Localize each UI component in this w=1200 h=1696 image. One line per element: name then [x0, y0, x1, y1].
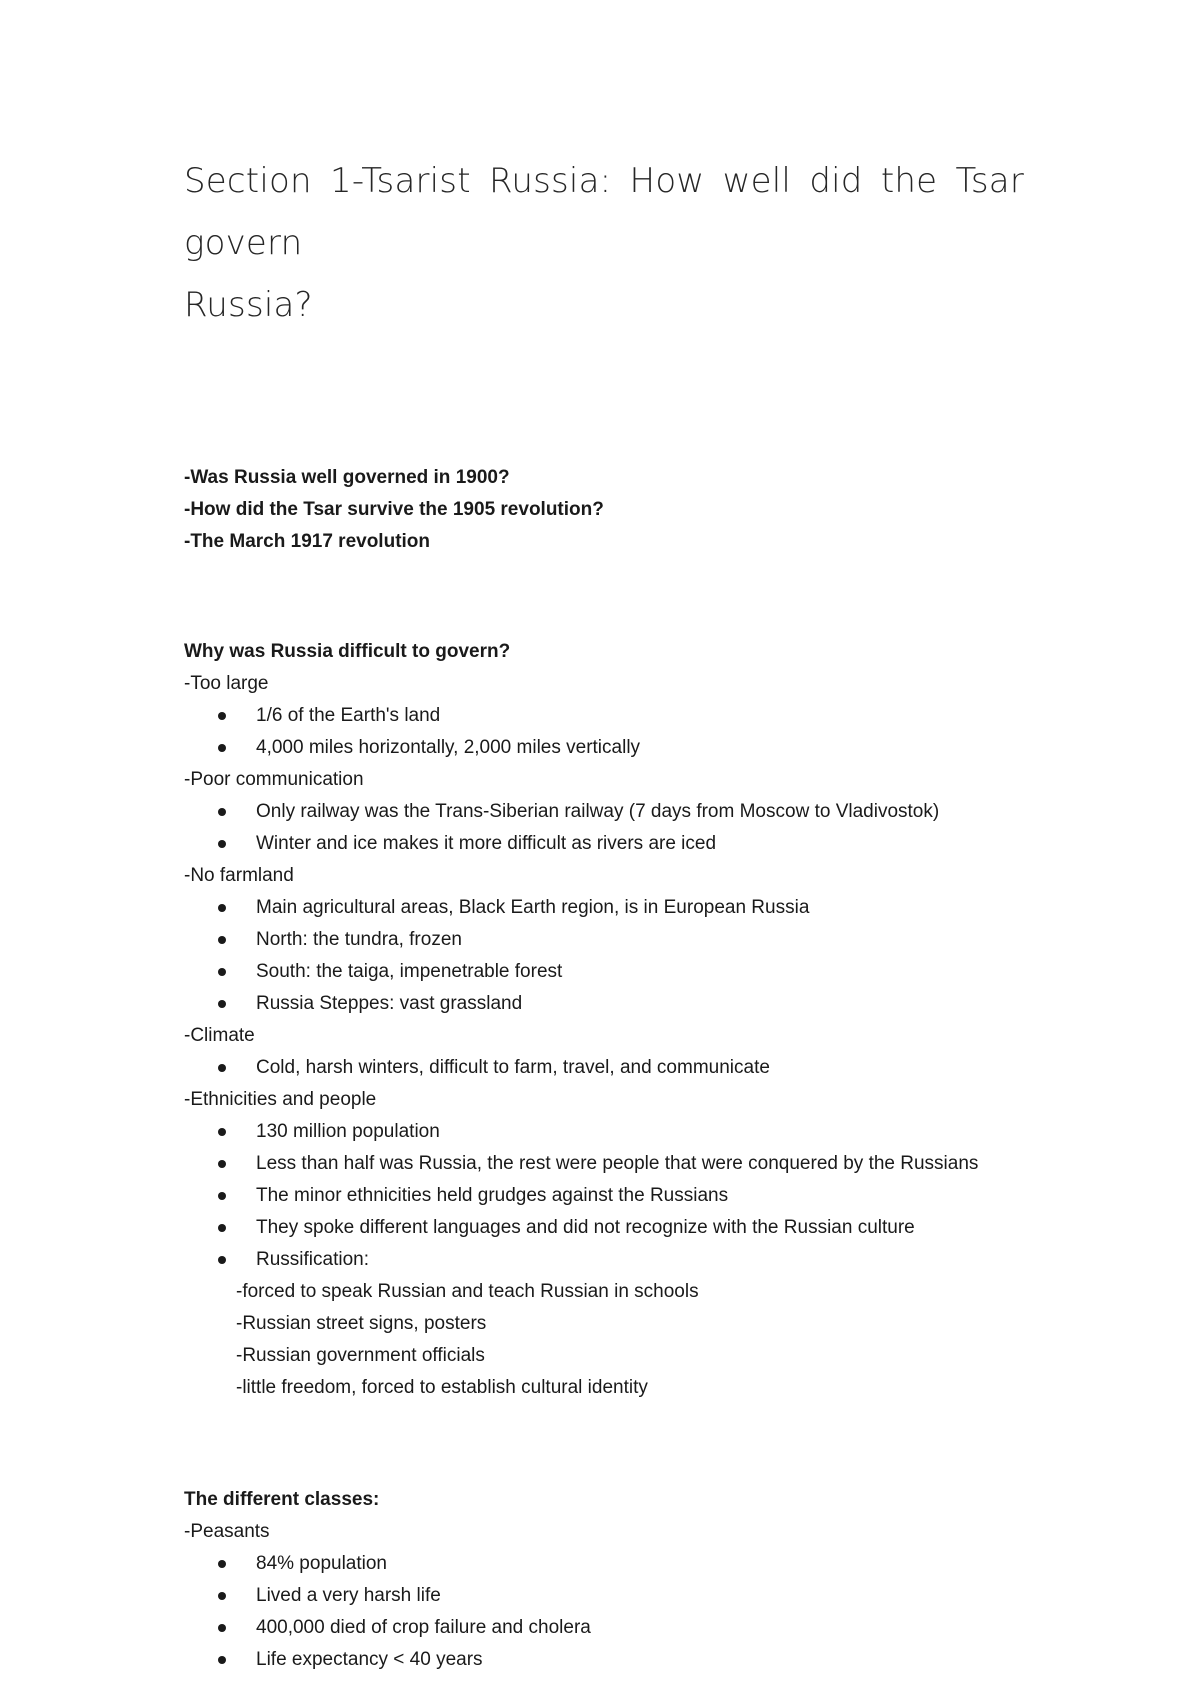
bullet-item: North: the tundra, frozen — [184, 924, 1024, 956]
bullet-item: South: the taiga, impenetrable forest — [184, 956, 1024, 988]
document-content — [184, 150, 1024, 1676]
bullet-item: 1/6 of the Earth's land — [184, 700, 1024, 732]
bullet-item: 84% population — [184, 1548, 1024, 1580]
bullet-icon — [218, 968, 226, 976]
question-list — [184, 462, 1024, 558]
section-difficult-to-govern — [184, 636, 1024, 1404]
bullet-icon — [218, 1064, 226, 1072]
sub-item: -forced to speak Russian and teach Russian in schools — [236, 1281, 699, 1302]
group-label: -Too large — [184, 673, 269, 694]
title-line-2: Russia? — [184, 285, 313, 325]
bullet-icon — [218, 1224, 226, 1232]
question-item: -The March 1917 revolution — [184, 531, 431, 552]
bullet-icon — [218, 744, 226, 752]
bullet-item: 4,000 miles horizontally, 2,000 miles vertically — [184, 732, 1024, 764]
bullet-icon — [218, 808, 226, 816]
bullet-item: Lived a very harsh life — [184, 1580, 1024, 1612]
bullet-item: 130 million population — [184, 1116, 1024, 1148]
bullet-item: Russification: — [184, 1244, 1024, 1276]
bullet-icon — [218, 712, 226, 720]
bullet-icon — [218, 1160, 226, 1168]
question-item: -How did the Tsar survive the 1905 revolution? — [184, 499, 604, 520]
section-different-classes — [184, 1484, 1024, 1676]
bullet-item: Main agricultural areas, Black Earth region, is in European Russia — [184, 892, 1024, 924]
bullet-icon — [218, 840, 226, 848]
group-label: -Climate — [184, 1025, 255, 1046]
bullet-icon — [218, 1256, 226, 1264]
sub-item: -Russian street signs, posters — [236, 1313, 487, 1334]
section-heading: Why was Russia difficult to govern? — [184, 641, 511, 662]
bullet-item: Winter and ice makes it more difficult as rivers are iced — [184, 828, 1024, 860]
bullet-icon — [218, 936, 226, 944]
group-label: -No farmland — [184, 865, 294, 886]
title-line-1: Section 1-Tsarist Russia: How well did the Tsar govern — [184, 161, 1024, 263]
bullet-icon — [218, 1656, 226, 1664]
bullet-item: They spoke different languages and did not recognize with the Russian culture — [184, 1212, 1024, 1244]
bullet-icon — [218, 904, 226, 912]
bullet-item: Russia Steppes: vast grassland — [184, 988, 1024, 1020]
page-title — [184, 150, 1024, 336]
section-heading: The different classes: — [184, 1489, 380, 1510]
bullet-icon — [218, 1000, 226, 1008]
bullet-item: Cold, harsh winters, difficult to farm, travel, and communicate — [184, 1052, 1024, 1084]
bullet-item: The minor ethnicities held grudges against the Russians — [184, 1180, 1024, 1212]
bullet-icon — [218, 1624, 226, 1632]
bullet-icon — [218, 1128, 226, 1136]
bullet-item: 400,000 died of crop failure and cholera — [184, 1612, 1024, 1644]
bullet-icon — [218, 1192, 226, 1200]
question-item: -Was Russia well governed in 1900? — [184, 467, 510, 488]
bullet-icon — [218, 1560, 226, 1568]
group-label: -Poor communication — [184, 769, 364, 790]
bullet-item: Life expectancy < 40 years — [184, 1644, 1024, 1676]
bullet-item: Less than half was Russia, the rest were people that were conquered by the Russians — [184, 1148, 1024, 1180]
bullet-icon — [218, 1592, 226, 1600]
sub-item: -Russian government officials — [236, 1345, 485, 1366]
group-label: -Peasants — [184, 1521, 270, 1542]
bullet-item: Only railway was the Trans-Siberian railway (7 days from Moscow to Vladivostok) — [184, 796, 1024, 828]
sub-item: -little freedom, forced to establish cultural identity — [236, 1377, 648, 1398]
group-label: -Ethnicities and people — [184, 1089, 377, 1110]
